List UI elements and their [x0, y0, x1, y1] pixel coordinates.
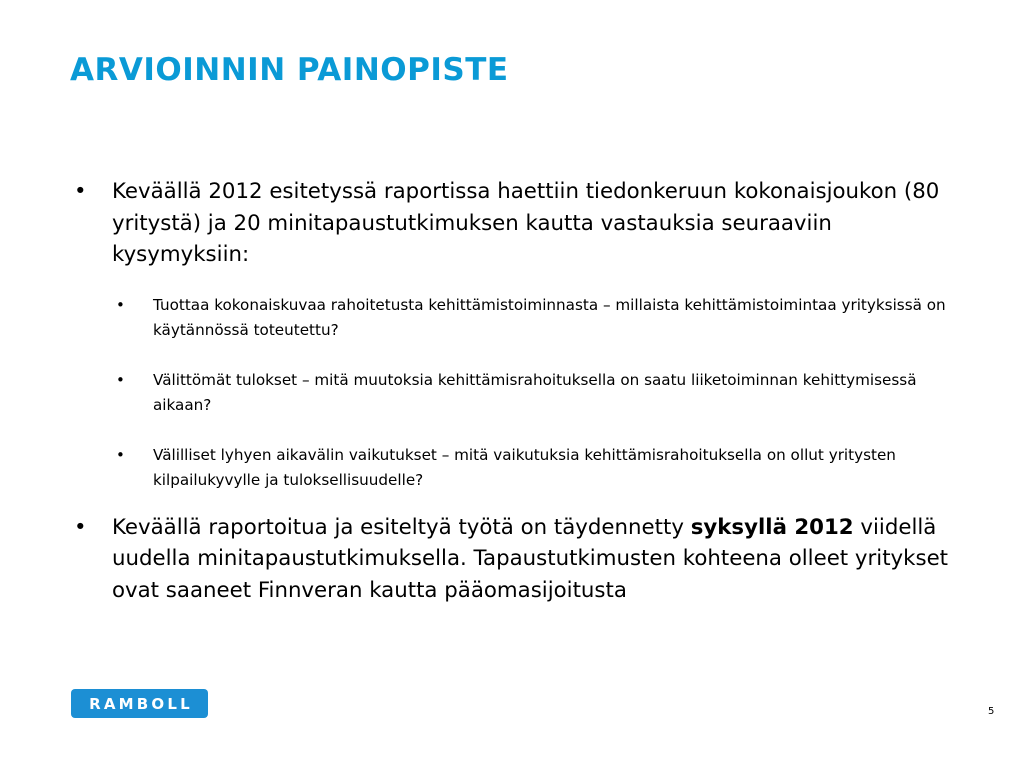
logo-text: RAMBOLL: [89, 694, 193, 713]
sub-bullet-marker: •: [116, 370, 125, 389]
bullet-marker: •: [74, 179, 87, 204]
sub-bullet-text: Välittömät tulokset – mitä muutoksia kehittämisrahoituksella on saatu liiketoiminnan kehittymisessä aikaan?: [153, 370, 917, 414]
sub-bullet-item: [70, 368, 950, 418]
slide-title: ARVIOINNIN PAINOPISTE: [70, 52, 509, 88]
sub-bullet-text: Tuottaa kokonaiskuvaa rahoitetusta kehittämistoiminnasta – millaista kehittämistoimintaa yrityksissä on käytännössä toteutettu?: [153, 295, 946, 339]
bullet-item: [70, 176, 950, 271]
bullet-text-emphasis: syksyllä 2012: [690, 514, 854, 540]
sub-bullet-marker: •: [116, 295, 125, 314]
bullet-text: Keväällä 2012 esitetyssä raportissa haettiin tiedonkeruun kokonaisjoukon (80 yritystä) ja 20 minitapaustutkimuksen kautta vastauksia seuraaviin kysymyksiin:: [112, 179, 940, 267]
sub-bullet-item: [70, 443, 950, 493]
ramboll-logo: [71, 689, 208, 718]
slide-content: [70, 176, 950, 606]
page-number: 5: [988, 706, 995, 717]
sub-bullet-item: [70, 293, 950, 343]
bullet-text-start: Keväällä raportoitua ja esiteltyä työtä on täydennetty: [112, 514, 691, 540]
bullet-marker: •: [74, 514, 87, 540]
sub-bullet-text: Välilliset lyhyen aikavälin vaikutukset – mitä vaikutuksia kehittämisrahoituksella on ollut yritysten kilpailukyvylle ja tuloksellisuudelle?: [153, 445, 896, 489]
bullet-item: [70, 512, 950, 607]
sub-bullet-marker: •: [116, 445, 125, 464]
bullet-text-end: viidellä uudella minitapaustutkimuksella. Tapaustutkimusten kohteena olleet yritykset ovat saaneet Finnveran kautta pääomasijoitusta: [112, 514, 949, 603]
